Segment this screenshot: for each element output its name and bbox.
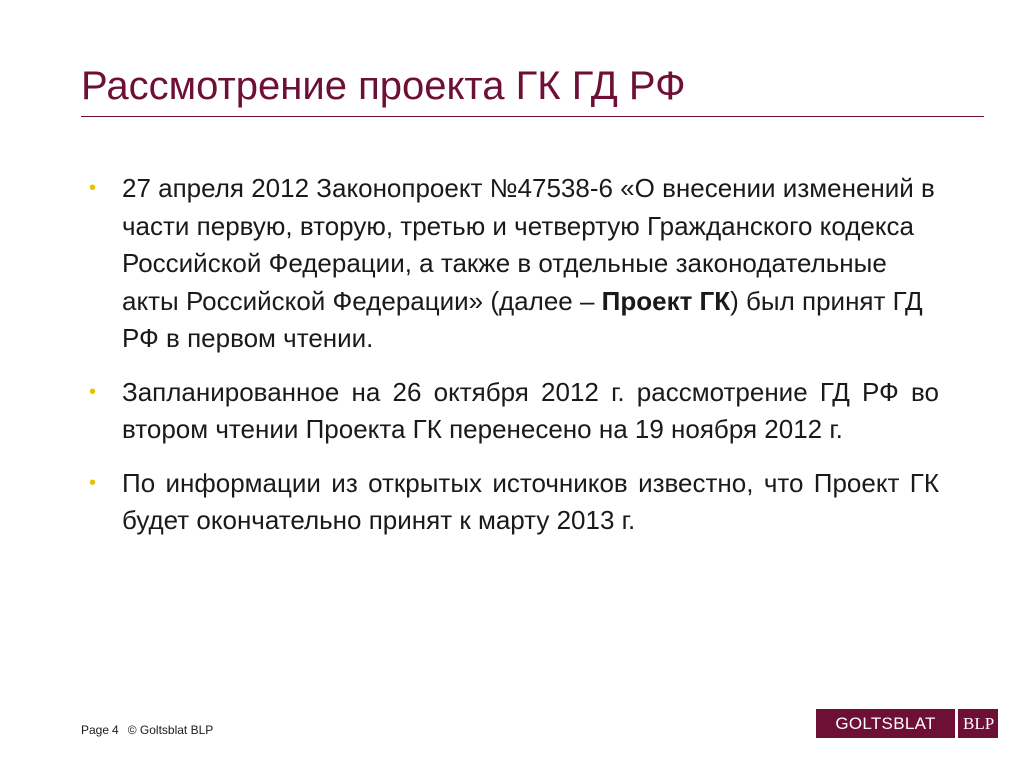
bullet-1-text-after: ) был принят ГД РФ в первом чтении. xyxy=(122,285,923,353)
bullet-dot-icon: • xyxy=(89,177,97,199)
bullet-text-2: Запланированное на 26 октября 2012 г. рассмотрение ГД РФ во втором чтении Проекта ГК перенесено на 19 ноября 2012 г. xyxy=(122,376,939,444)
bullet-item-2 xyxy=(89,374,939,449)
bullet-dot-icon: • xyxy=(89,380,97,403)
footer xyxy=(81,722,213,738)
bullet-text-3: По информации из открытых источников известно, что Проект ГК будет окончательно принят к марту 2013 г. xyxy=(122,467,939,535)
bullet-item-1 xyxy=(89,170,939,358)
bullet-text-1 xyxy=(122,170,939,358)
title-divider xyxy=(81,116,984,117)
footer-page-label: Page xyxy=(81,723,110,737)
bullet-1-text-before: 27 апреля 2012 Законопроект №47538-6 «О внесении изменений в части первую, вторую, третью и четвертую Гражданского кодекса Российской Федерации, а также в отдельные законодательные акты Российской Федерации» (далее – xyxy=(122,173,935,316)
footer-copyright: © Goltsblat BLP xyxy=(127,723,214,737)
bullet-1-bold-term: Проект ГК xyxy=(601,285,731,316)
bullet-list xyxy=(89,170,939,540)
slide-title: Рассмотрение проекта ГК ГД РФ xyxy=(81,64,686,108)
footer-page-number: 4 xyxy=(112,723,119,737)
bullet-dot-icon: • xyxy=(89,471,97,494)
logo-suffix-text: BLP xyxy=(958,709,998,738)
bullet-item-3 xyxy=(89,465,939,540)
company-logo xyxy=(816,709,998,738)
logo-main-text: GOLTSBLAT xyxy=(816,709,955,738)
